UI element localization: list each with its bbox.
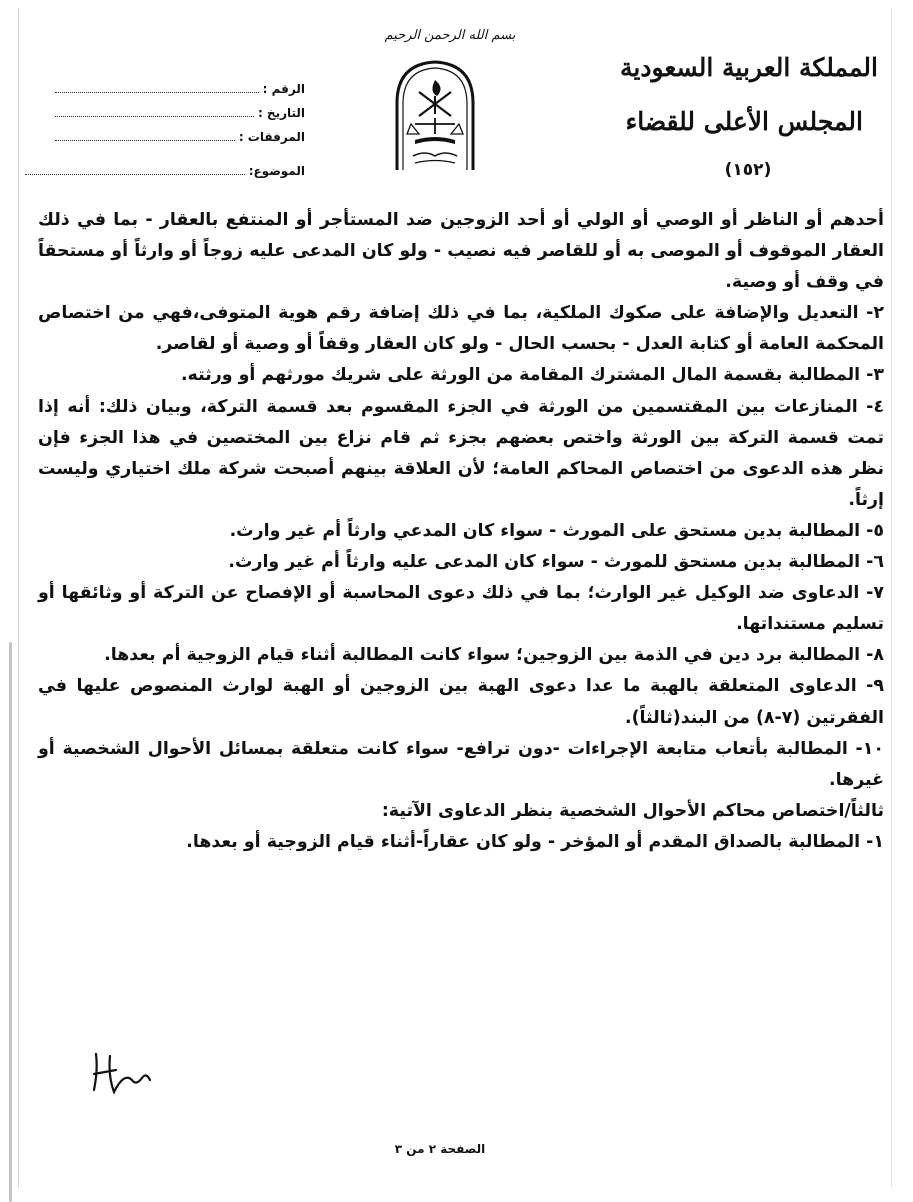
council-title: المجلس الأعلى للقضاء (625, 107, 863, 136)
scrollbar[interactable] (9, 642, 12, 1202)
date-line (55, 103, 254, 117)
meta-fields (55, 72, 305, 178)
reference-number: (١٥٢) (724, 160, 772, 180)
attachments-line (55, 127, 235, 141)
document-body (38, 205, 884, 858)
paragraph-item-5: ٥- المطالبة بدين مستحق على المورث - سواء كان المدعي وارثاً أم غير وارث. (229, 520, 884, 541)
paragraph-item-6: ٦- المطالبة بدين مستحق للمورث - سواء كان المدعى عليه وارثاً أم غير وارث. (228, 552, 884, 573)
paragraph-item-4: ٤- المنازعات بين المقتسمين من الورثة في الجزء المقسوم بعد قسمة التركة، وبيان ذلك: أنه إذا تمت قسمة التركة بين الورثة واختص بعضهم بجزء ثم قام نزاع بين المختصين في هذا الجزء فإن نظر هذه الدعوى من اختصاص المحاكم العامة؛ لأن العلاقة بينهم أصبحت شركة ملك اختياري وليست إرثاً. (38, 396, 884, 510)
paragraph-item-10: ١٠- المطالبة بأتعاب متابعة الإجراءات -دون ترافع- سواء كانت متعلقة بمسائل الأحوال الشخصية أو غيرها. (38, 738, 884, 790)
paragraph-item-7: ٧- الدعاوى ضد الوكيل غير الوارث؛ بما في ذلك دعوى المحاسبة أو الإفصاح عن التركة أو وثائقها أو تسليم مستنداتها. (38, 583, 884, 635)
section-heading: ثالثاً/اختصاص محاكم الأحوال الشخصية بنظر الدعاوى الآتية: (381, 800, 884, 821)
date-label: التاريخ : (257, 106, 305, 120)
subject-label: الموضوع: (248, 164, 305, 178)
kingdom-title: المملكة العربية السعودية (619, 53, 878, 82)
paragraph-item-2: ٢- التعديل والإضافة على صكوك الملكية، بما في ذلك إضافة رقم هوية المتوفى،فهي من اختصاص المحكمة العامة أو كتابة العدل - بحسب الحال - ولو كان العقار وقفاً أو وصية أو لقاصر. (38, 303, 884, 355)
subject-field (25, 154, 305, 178)
paragraph-item-8: ٨- المطالبة برد دين في الذمة بين الزوجين؛ سواء كانت المطالبة أثناء قيام الزوجية أم بعدها. (104, 645, 884, 666)
attachments-field (55, 120, 305, 144)
paragraph-item-3: ٣- المطالبة بقسمة المال المشترك المقامة من الورثة على شريك مورثهم أو ورثته. (180, 365, 884, 386)
paragraph-section3-item-1: ١- المطالبة بالصداق المقدم أو المؤخر - ولو كان عقاراً-أثناء قيام الزوجية أو بعدها. (186, 831, 884, 852)
subject-line (25, 161, 245, 175)
paragraph-item-9: ٩- الدعاوى المتعلقة بالهبة ما عدا دعوى الهبة بين الزوجين أو الهبة لوارث المنصوص عليها في الفقرتين (٧-٨) من البند(ثالثاً). (38, 676, 884, 728)
council-emblem-icon (385, 58, 485, 176)
paragraph-continuation: أحدهم أو الناظر أو الوصي أو الولي أو أحد الزوجين ضد المستأجر أو المنتفع بالعقار - بما في ذلك العقار الموقوف أو الموصى به أو للقاصر فيه نصيب - ولو كان المدعى عليه زوجاً أو وارثاً أو مستحقاً في وقف أو وصية. (38, 210, 884, 293)
basmala: بسم الله الرحمن الرحيم (384, 28, 516, 43)
number-line (55, 79, 259, 93)
date-field (55, 96, 305, 120)
attachments-label: المرفقات : (238, 130, 305, 144)
signature-icon (80, 1050, 160, 1098)
number-field (55, 72, 305, 96)
page-number: الصفحة ٢ من ٣ (394, 1142, 486, 1156)
number-label: الرقم : (262, 82, 305, 96)
